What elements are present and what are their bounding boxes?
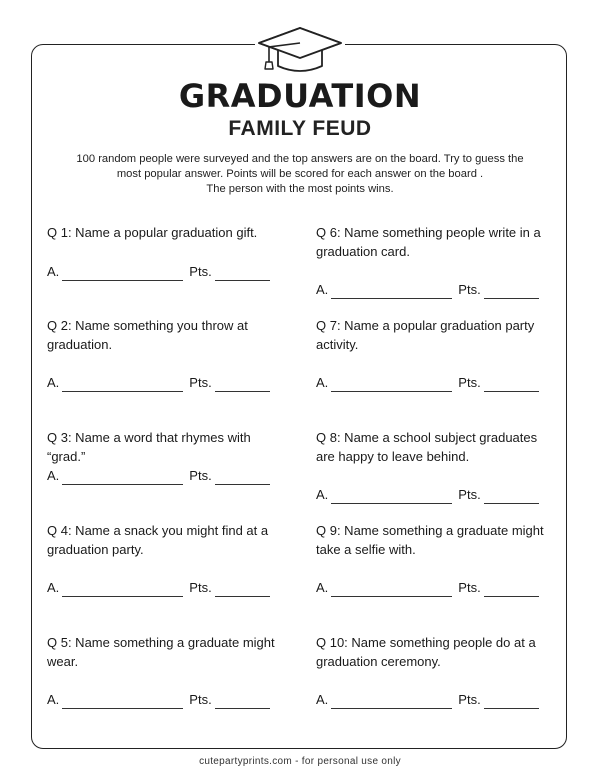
- points-label: Pts.: [458, 487, 481, 502]
- question-text: Q 4: Name a snack you might find at a graduation party.: [47, 523, 269, 557]
- answer-row: [47, 262, 270, 281]
- answer-row: [316, 373, 539, 392]
- answer-label: A.: [47, 264, 60, 279]
- page-subtitle: FAMILY FEUD: [228, 117, 372, 140]
- question-9: [316, 521, 552, 595]
- question-2: [47, 316, 283, 390]
- footer-credit: cutepartyprints.com - for personal use only: [199, 756, 401, 767]
- question-text: Q 9: Name something a graduate might take a selfie with.: [316, 523, 544, 557]
- points-label: Pts.: [458, 375, 481, 390]
- points-label: Pts.: [458, 692, 481, 707]
- question-3: [47, 428, 283, 483]
- answer-blank[interactable]: [62, 268, 183, 281]
- answer-blank[interactable]: [62, 584, 183, 597]
- points-blank[interactable]: [215, 379, 270, 392]
- question-1: [47, 223, 283, 279]
- points-blank[interactable]: [484, 491, 539, 504]
- points-blank[interactable]: [484, 696, 539, 709]
- answer-blank[interactable]: [331, 286, 452, 299]
- instructions: [60, 152, 540, 197]
- points-blank[interactable]: [484, 584, 539, 597]
- points-blank[interactable]: [484, 379, 539, 392]
- points-label: Pts.: [458, 282, 481, 297]
- points-blank[interactable]: [215, 584, 270, 597]
- question-8: [316, 428, 552, 502]
- question-text: Q 10: Name something people do at a graduation ceremony.: [316, 635, 536, 669]
- question-text: Q 6: Name something people write in a graduation card.: [316, 225, 541, 259]
- answer-row: [316, 485, 539, 504]
- question-text: Q 2: Name something you throw at graduation.: [47, 318, 248, 352]
- question-text: Q 7: Name a popular graduation party activity.: [316, 318, 535, 352]
- instructions-line: The person with the most points wins.: [206, 183, 394, 195]
- answer-blank[interactable]: [331, 584, 452, 597]
- answer-label: A.: [316, 692, 329, 707]
- page-title: GRADUATION: [178, 77, 422, 115]
- question-5: [47, 633, 283, 707]
- question-text: Q 5: Name something a graduate might wear.: [47, 635, 275, 669]
- answer-row: [47, 466, 270, 485]
- points-label: Pts.: [189, 375, 212, 390]
- answer-row: [316, 690, 539, 709]
- instructions-line: most popular answer. Points will be scored for each answer on the board .: [116, 168, 484, 180]
- points-blank[interactable]: [484, 286, 539, 299]
- answer-label: A.: [316, 282, 329, 297]
- answer-label: A.: [47, 580, 60, 595]
- answer-blank[interactable]: [331, 696, 452, 709]
- points-blank[interactable]: [215, 696, 270, 709]
- question-4: [47, 521, 283, 595]
- points-label: Pts.: [189, 580, 212, 595]
- graduation-cap-icon: [255, 22, 345, 78]
- answer-label: A.: [316, 580, 329, 595]
- question-10: [316, 633, 552, 707]
- points-label: Pts.: [458, 580, 481, 595]
- answer-row: [316, 280, 539, 299]
- answer-row: [47, 373, 270, 392]
- answer-blank[interactable]: [62, 696, 183, 709]
- points-label: Pts.: [189, 264, 212, 279]
- answer-label: A.: [47, 375, 60, 390]
- instructions-line: 100 random people were surveyed and the top answers are on the board. Try to guess the: [76, 153, 524, 165]
- question-text: Q 3: Name a word that rhymes with “grad.”: [47, 430, 251, 464]
- question-6: [316, 223, 552, 297]
- answer-row: [316, 578, 539, 597]
- points-label: Pts.: [189, 692, 212, 707]
- question-text: Q 1: Name a popular graduation gift.: [47, 225, 258, 240]
- question-text: Q 8: Name a school subject graduates are happy to leave behind.: [316, 430, 538, 464]
- answer-label: A.: [47, 468, 60, 483]
- points-blank[interactable]: [215, 268, 270, 281]
- answer-label: A.: [316, 487, 329, 502]
- answer-blank[interactable]: [331, 491, 452, 504]
- answer-label: A.: [47, 692, 60, 707]
- question-7: [316, 316, 552, 390]
- answer-blank[interactable]: [62, 379, 183, 392]
- answer-row: [47, 578, 270, 597]
- answer-row: [47, 690, 270, 709]
- answer-label: A.: [316, 375, 329, 390]
- answer-blank[interactable]: [62, 472, 183, 485]
- points-blank[interactable]: [215, 472, 270, 485]
- points-label: Pts.: [189, 468, 212, 483]
- answer-blank[interactable]: [331, 379, 452, 392]
